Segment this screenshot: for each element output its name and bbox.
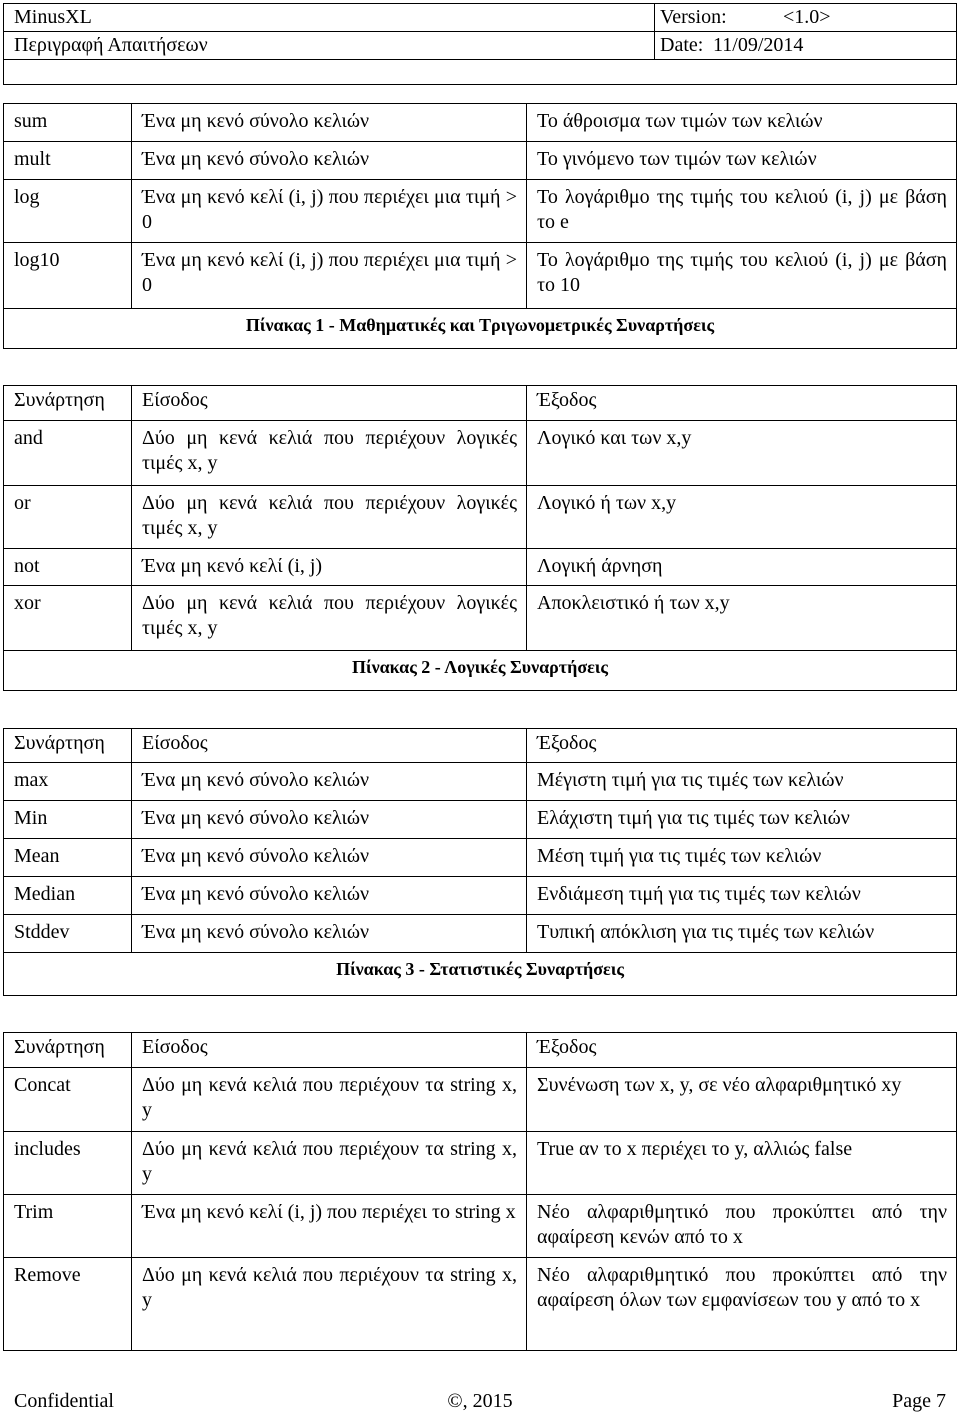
output-description-cell: Το γινόμενο των τιμών των κελιών bbox=[537, 148, 817, 170]
table-row bbox=[4, 104, 956, 142]
input-description-cell: Ένα μη κενό σύνολο κελιών bbox=[132, 915, 527, 952]
table-row bbox=[4, 486, 956, 549]
document-title: Περιγραφή Απαιτήσεων bbox=[4, 32, 655, 59]
function-name-cell: Trim bbox=[4, 1195, 132, 1257]
version-label: Version: bbox=[660, 6, 727, 28]
table-row bbox=[4, 839, 956, 877]
input-description-cell: Δύο μη κενά κελιά που περιέχουν τα string x, y bbox=[132, 1258, 527, 1350]
function-name-cell: xor bbox=[4, 586, 132, 650]
table-row bbox=[4, 801, 956, 839]
function-name-cell: and bbox=[4, 421, 132, 485]
table-row bbox=[4, 1258, 956, 1350]
table-caption: Πίνακας 1 - Μαθηματικές και Τριγωνομετρικές Συναρτήσεις bbox=[245, 315, 715, 335]
input-description-cell: Ένα μη κενό κελί (i, j) bbox=[132, 549, 527, 585]
output-description-cell: Λογικό και των x,y bbox=[537, 427, 692, 449]
table-header-row bbox=[4, 386, 956, 421]
input-description-cell: Ένα μη κενό σύνολο κελιών bbox=[132, 142, 527, 179]
column-header-output: Έξοδος bbox=[537, 732, 597, 754]
output-description-cell: Νέο αλφαριθμητικό που προκύπτει από την αφαίρεση κενών από το x bbox=[537, 1201, 947, 1248]
input-description-cell: Δύο μη κενά κελιά που περιέχουν τα string x, y bbox=[132, 1068, 527, 1131]
table-header-row bbox=[4, 729, 956, 763]
page-number: Page 7 bbox=[892, 1390, 946, 1412]
function-name-cell: Remove bbox=[4, 1258, 132, 1350]
confidentiality-label: Confidential bbox=[14, 1390, 114, 1412]
table-row bbox=[4, 1132, 956, 1195]
statistical-functions-table bbox=[3, 728, 957, 996]
output-description-cell: Μέγιστη τιμή για τις τιμές των κελιών bbox=[537, 769, 844, 791]
output-description-cell: Ελάχιστη τιμή για τις τιμές των κελιών bbox=[537, 807, 850, 829]
date-label: Date: bbox=[660, 34, 704, 56]
function-name-cell: sum bbox=[4, 104, 132, 141]
table-row bbox=[4, 180, 956, 243]
table-row bbox=[4, 549, 956, 586]
document-identifier-cell bbox=[4, 60, 956, 84]
function-name-cell: mult bbox=[4, 142, 132, 179]
date-value: 11/09/2014 bbox=[713, 34, 804, 56]
function-name-cell: log10 bbox=[4, 243, 132, 308]
input-description-cell: Ένα μη κενό κελί (i, j) που περιέχει μια τιμή > 0 bbox=[132, 243, 527, 308]
input-description-cell: Δύο μη κενά κελιά που περιέχουν λογικές τιμές x, y bbox=[132, 421, 527, 485]
input-description-cell: Δύο μη κενά κελιά που περιέχουν τα string x, y bbox=[132, 1132, 527, 1194]
output-description-cell: Το άθροισμα των τιμών των κελιών bbox=[537, 110, 823, 132]
table-row bbox=[4, 915, 956, 953]
function-name-cell: log bbox=[4, 180, 132, 242]
table-row bbox=[4, 243, 956, 309]
column-header-input: Είσοδος bbox=[132, 729, 527, 762]
page-footer bbox=[0, 1388, 960, 1414]
copyright-notice: ©, 2015 bbox=[447, 1390, 513, 1412]
math-functions-table bbox=[3, 103, 957, 349]
document-header-row bbox=[4, 32, 956, 60]
function-name-cell: Concat bbox=[4, 1068, 132, 1131]
output-description-cell: Ενδιάμεση τιμή για τις τιμές των κελιών bbox=[537, 883, 861, 905]
column-header-function: Συνάρτηση bbox=[4, 386, 132, 420]
output-description-cell: Το λογάριθμο της τιμής του κελιού (i, j) με βάση το 10 bbox=[537, 249, 947, 296]
input-description-cell: Ένα μη κενό κελί (i, j) που περιέχει μια τιμή > 0 bbox=[132, 180, 527, 242]
version-value: <1.0> bbox=[783, 6, 831, 28]
output-description-cell: Το λογάριθμο της τιμής του κελιού (i, j) με βάση το e bbox=[537, 186, 947, 233]
function-name-cell: or bbox=[4, 486, 132, 548]
function-name-cell: Median bbox=[4, 877, 132, 914]
function-name-cell: Min bbox=[4, 801, 132, 838]
input-description-cell: Ένα μη κενό σύνολο κελιών bbox=[132, 801, 527, 838]
table-row bbox=[4, 1195, 956, 1258]
table-row bbox=[4, 142, 956, 180]
table-row bbox=[4, 877, 956, 915]
output-description-cell: Λογική άρνηση bbox=[537, 555, 663, 577]
document-header bbox=[3, 3, 957, 85]
column-header-input: Είσοδος bbox=[132, 1033, 527, 1067]
output-description-cell: Μέση τιμή για τις τιμές των κελιών bbox=[537, 845, 822, 867]
table-header-row bbox=[4, 1033, 956, 1068]
column-header-output: Έξοδος bbox=[537, 389, 597, 411]
input-description-cell: Ένα μη κενό σύνολο κελιών bbox=[132, 877, 527, 914]
output-description-cell: True αν το x περιέχει το y, αλλιώς false bbox=[537, 1138, 853, 1160]
function-name-cell: Mean bbox=[4, 839, 132, 876]
function-name-cell: max bbox=[4, 763, 132, 800]
column-header-function: Συνάρτηση bbox=[4, 729, 132, 762]
string-functions-table bbox=[3, 1032, 957, 1351]
logical-functions-table bbox=[3, 385, 957, 691]
column-header-output: Έξοδος bbox=[537, 1036, 597, 1058]
function-name-cell: not bbox=[4, 549, 132, 585]
function-name-cell: Stddev bbox=[4, 915, 132, 952]
table-row bbox=[4, 763, 956, 801]
table-row bbox=[4, 586, 956, 651]
table-caption: Πίνακας 2 - Λογικές Συναρτήσεις bbox=[352, 657, 608, 677]
document-identifier-row bbox=[4, 60, 956, 84]
function-name-cell: includes bbox=[4, 1132, 132, 1194]
table-row bbox=[4, 1068, 956, 1132]
column-header-input: Είσοδος bbox=[132, 386, 527, 420]
table-row bbox=[4, 421, 956, 486]
input-description-cell: Ένα μη κενό σύνολο κελιών bbox=[132, 763, 527, 800]
input-description-cell: Ένα μη κενό σύνολο κελιών bbox=[132, 839, 527, 876]
document-header-row bbox=[4, 4, 956, 32]
output-description-cell: Συνένωση των x, y, σε νέο αλφαριθμητικό xy bbox=[537, 1074, 902, 1096]
output-description-cell: Αποκλειστικό ή των x,y bbox=[537, 592, 730, 614]
output-description-cell: Τυπική απόκλιση για τις τιμές των κελιών bbox=[537, 921, 875, 943]
column-header-function: Συνάρτηση bbox=[4, 1033, 132, 1067]
document-version bbox=[655, 4, 956, 31]
input-description-cell: Δύο μη κενά κελιά που περιέχουν λογικές τιμές x, y bbox=[132, 486, 527, 548]
input-description-cell: Δύο μη κενά κελιά που περιέχουν λογικές τιμές x, y bbox=[132, 586, 527, 650]
project-name: MinusXL bbox=[4, 4, 655, 31]
output-description-cell: Λογικό ή των x,y bbox=[537, 492, 677, 514]
table-caption: Πίνακας 3 - Στατιστικές Συναρτήσεις bbox=[336, 959, 624, 979]
document-date bbox=[655, 32, 956, 59]
input-description-cell: Ένα μη κενό κελί (i, j) που περιέχει το string x bbox=[132, 1195, 527, 1257]
output-description-cell: Νέο αλφαριθμητικό που προκύπτει από την αφαίρεση όλων των εμφανίσεων του y από το x bbox=[537, 1264, 947, 1311]
input-description-cell: Ένα μη κενό σύνολο κελιών bbox=[132, 104, 527, 141]
